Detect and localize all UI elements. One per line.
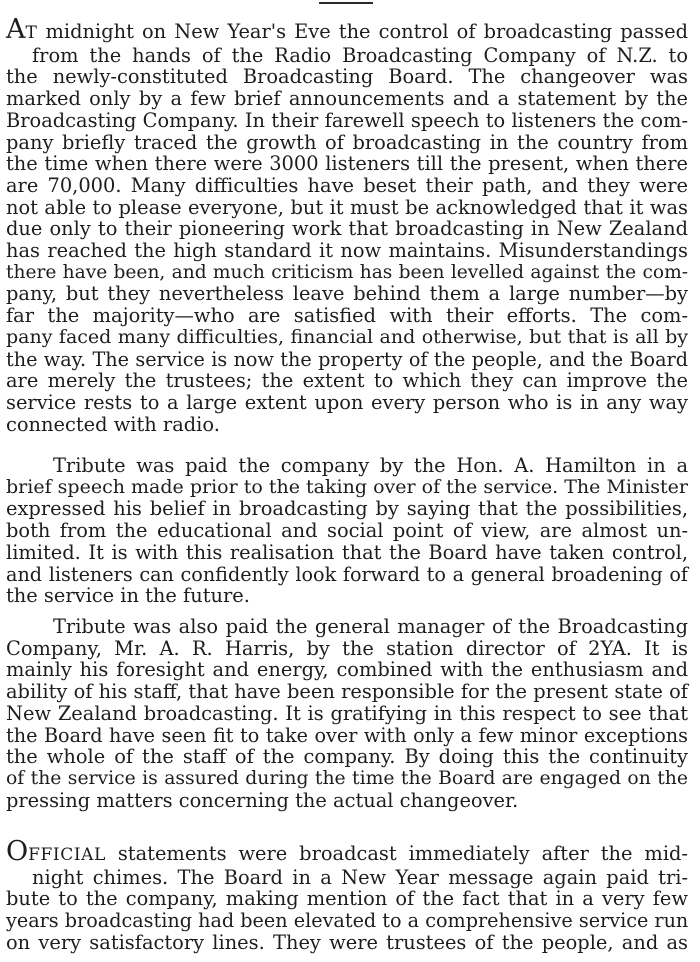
text-line: the service in the future.	[6, 584, 250, 608]
text-line: the whole of the staff of the company. By doing this the continuity	[6, 745, 688, 769]
text-line: mainly his foresight and energy, combined with the enthusiasm and	[6, 658, 688, 682]
text-line: brief speech made prior to the taking over of the service. The Minister	[6, 475, 688, 498]
text-line: night chimes. The Board in a New Year message again paid tri-	[32, 865, 688, 889]
text-line: both from the educational and social point of view, are almost un-	[6, 519, 688, 543]
text-line: pany briefly traced the growth of broadcasting in the country from	[6, 130, 688, 154]
text-line: are 70,000. Many difficulties have beset their path, and they were	[6, 173, 688, 197]
text-line: due only to their pioneering work that broadcasting in New Zealand	[6, 217, 688, 241]
text-line: and listeners can confidently look forward to a general broadening of	[6, 562, 688, 586]
text-line: far the majority—who are satisfied with their efforts. The com-	[6, 304, 688, 328]
section-rule	[319, 2, 373, 4]
text-line: Tribute was also paid the general manager of the Broadcasting	[53, 615, 688, 638]
text-line: the way. The service is now the property of the people, and the Board	[6, 347, 688, 371]
text-line: Broadcasting Company. In their farewell speech to listeners the com-	[6, 108, 688, 132]
text-line: pany, but they nevertheless leave behind them a large number—by	[6, 282, 688, 306]
text-line: on very satisfactory lines. They were trustees of the people, and as	[6, 930, 688, 954]
paragraph-hamilton-tribute	[6, 455, 688, 607]
text-line: years broadcasting had been elevated to a comprehensive service run	[6, 909, 689, 933]
text-line: from the hands of the Radio Broadcasting Company of N.Z. to	[32, 43, 688, 67]
text-line: marked only by a few brief announcements and a statement by the	[6, 87, 688, 111]
text-line: the time when there were 3000 listeners till the present, when there	[6, 152, 688, 176]
lead-caps: FFICIAL	[28, 845, 106, 865]
drop-cap: A	[6, 14, 26, 45]
text-line: limited. It is with this realisation that the Board have taken control,	[6, 540, 688, 564]
text-line: the newly-constituted Broadcasting Board. The changeover was	[6, 65, 688, 89]
text-line: not able to please everyone, but it must be acknowledged that it was	[6, 195, 688, 219]
text-line: has reached the high standard it now maintains. Misunderstandings	[6, 239, 688, 263]
text-line: OFFICIAL statements were broadcast immediately after the mid-	[6, 836, 688, 867]
paragraph-midnight	[6, 14, 688, 436]
text-line: ability of his staff, that have been responsible for the present state of	[6, 680, 688, 704]
text-line: expressed his belief in broadcasting by saying that the possibilities,	[6, 497, 688, 521]
text-line: of the service is assured during the time the Board are engaged on the	[6, 767, 688, 789]
text-line: Tribute was paid the company by the Hon. A. Hamilton in a	[53, 454, 688, 477]
text-line: are merely the trustees; the extent to which they can improve the	[6, 369, 688, 393]
text-line: there have been, and much criticism has been levelled against the com-	[6, 261, 688, 283]
text-line: bute to the company, making mention of the fact that in a very few	[6, 887, 688, 911]
text-line: New Zealand broadcasting. It is gratifying in this respect to see that	[6, 701, 688, 725]
text-line: Company, Mr. A. R. Harris, by the station director of 2YA. It is	[6, 636, 688, 660]
paragraph-official-statements	[6, 836, 689, 954]
drop-cap: O	[6, 836, 29, 867]
text-line: AT midnight on New Year's Eve the control of broadcasting passed	[6, 14, 688, 45]
text-line: pany faced many difficulties, financial and otherwise, but that is all by	[6, 325, 688, 348]
text-line: service rests to a large extent upon every person who is in any way	[6, 390, 688, 414]
lead-caps: T	[25, 23, 38, 43]
paragraph-harris-tribute	[6, 616, 688, 811]
text-line: the Board have seen fit to take over with only a few minor exceptions	[6, 723, 688, 747]
text-line: connected with radio.	[6, 412, 220, 436]
text-line: pressing matters concerning the actual changeover.	[6, 788, 519, 812]
